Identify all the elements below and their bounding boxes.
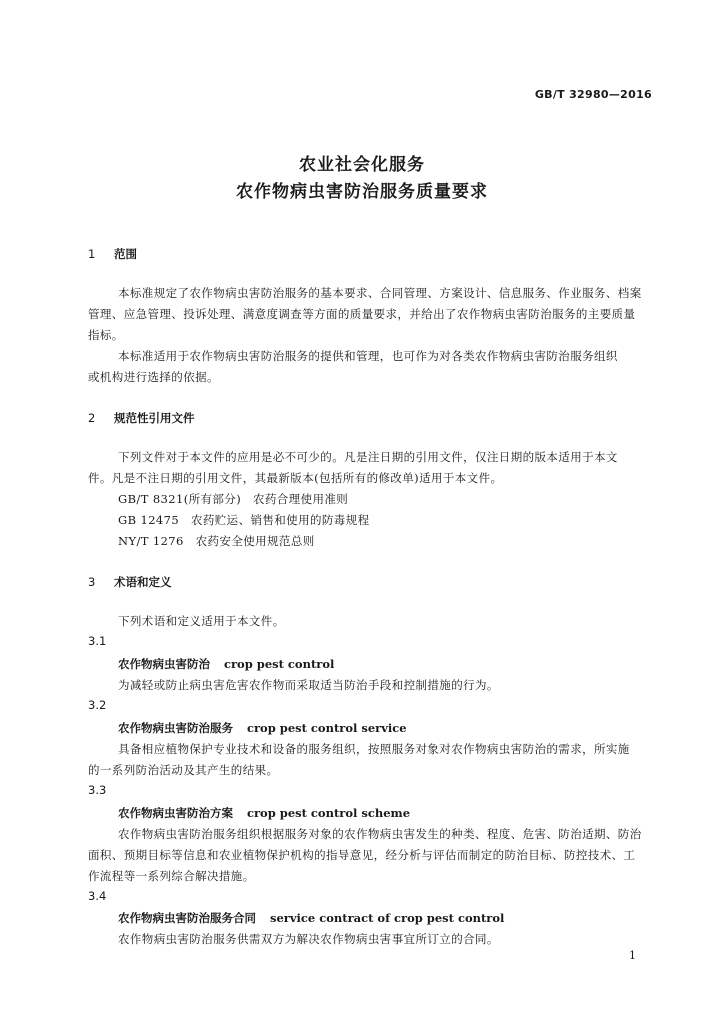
clause-number: 3.2 (88, 698, 107, 712)
paragraph-line: 本标准规定了农作物病虫害防治服务的基本要求、合同管理、方案设计、信息服务、作业服务、档案 (118, 286, 642, 300)
standard-code: GB/T 32980—2016 (534, 88, 652, 101)
reference-item: GB/T 8321(所有部分) 农药合理使用准则 (118, 492, 349, 506)
section-title: 范围 (114, 247, 137, 261)
paragraph-line: 指标。 (88, 328, 124, 342)
term-heading (118, 720, 407, 736)
paragraph-line: 本标准适用于农作物病虫害防治服务的提供和管理，也可作为对各类农作物病虫害防治服务组织 (118, 349, 618, 363)
definition-line: 农作物病虫害防治服务组织根据服务对象的农作物病虫害发生的种类、程度、危害、防治适期、防治 (118, 827, 642, 841)
term-english: service contract of crop pest control (270, 911, 505, 925)
definition-line: 为减轻或防止病虫害危害农作物而采取适当防治手段和控制措施的行为。 (118, 678, 499, 692)
term-heading (118, 656, 334, 672)
term-heading (118, 805, 410, 821)
definition-line: 农作物病虫害防治服务供需双方为解决农作物病虫害事宜所订立的合同。 (118, 932, 499, 946)
paragraph-line: 管理、应急管理、投诉处理、满意度调查等方面的质量要求，并给出了农作物病虫害防治服务的主要质量 (88, 307, 636, 321)
definition-line: 作流程等一系列综合解决措施。 (88, 869, 255, 883)
section-3-heading (88, 574, 172, 590)
page-number: 1 (629, 949, 636, 962)
section-title: 术语和定义 (114, 575, 172, 589)
term-heading (118, 910, 504, 926)
reference-item: NY/T 1276 农药安全使用规范总则 (118, 534, 315, 548)
paragraph-line: 件。凡是不注日期的引用文件，其最新版本(包括所有的修改单)适用于本文件。 (88, 471, 503, 485)
clause-number: 3.1 (88, 634, 107, 648)
paragraph-line: 下列文件对于本文件的应用是必不可少的。凡是注日期的引用文件，仅注日期的版本适用于本文 (118, 450, 618, 464)
term-chinese: 农作物病虫害防治服务 (118, 721, 233, 735)
paragraph-line: 下列术语和定义适用于本文件。 (118, 614, 285, 628)
clause-number: 3.3 (88, 783, 107, 797)
document-title-line1: 农业社会化服务 (299, 155, 425, 175)
definition-line: 具备相应植物保护专业技术和设备的服务组织，按照服务对象对农作物病虫害防治的需求，所实施 (118, 742, 630, 756)
section-2-heading (88, 410, 195, 426)
clause-number: 3.4 (88, 889, 107, 903)
definition-line: 的一系列防治活动及其产生的结果。 (88, 763, 279, 777)
section-title: 规范性引用文件 (114, 411, 195, 425)
term-chinese: 农作物病虫害防治方案 (118, 806, 233, 820)
term-english: crop pest control scheme (247, 806, 411, 820)
term-english: crop pest control (224, 657, 335, 671)
paragraph-line: 或机构进行选择的依据。 (88, 370, 219, 384)
section-number: 2 (88, 411, 96, 425)
section-number: 3 (88, 575, 96, 589)
section-1-heading (88, 246, 137, 262)
reference-item: GB 12475 农药贮运、销售和使用的防毒规程 (118, 513, 370, 527)
term-chinese: 农作物病虫害防治 (118, 657, 210, 671)
term-chinese: 农作物病虫害防治服务合同 (118, 911, 256, 925)
definition-line: 面积、预期目标等信息和农业植物保护机构的指导意见，经分析与评估而制定的防治目标、防控技术、工 (88, 848, 636, 862)
term-english: crop pest control service (247, 721, 407, 735)
document-title-line2: 农作物病虫害防治服务质量要求 (236, 182, 488, 202)
section-number: 1 (88, 247, 96, 261)
